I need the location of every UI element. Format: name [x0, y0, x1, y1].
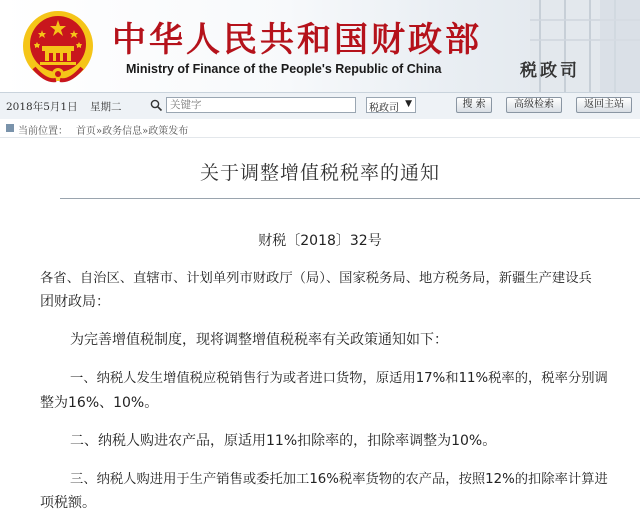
- back-to-main-site-button[interactable]: 返回主站: [576, 97, 632, 113]
- document-number: 财税〔2018〕32号: [258, 233, 382, 249]
- item-1-line-1: 一、纳税人发生增值税应税销售行为或者进口货物，原适用17%和11%税率的，税率分别调: [70, 371, 608, 386]
- site-title-cn: 中华人民共和国财政部: [112, 20, 482, 60]
- department-label: 税政司: [520, 61, 580, 81]
- toolbar: [0, 92, 640, 120]
- item-3-line-1: 三、纳税人购进用于生产销售或委托加工16%税率货物的农产品，按照12%的扣除率计算进: [70, 472, 608, 487]
- current-date: 2018年5月1日: [6, 101, 78, 113]
- recipients-line-1: 各省、自治区、直辖市、计划单列市财政厅（局）、国家税务局、地方税务局，新疆生产建设兵: [40, 271, 592, 286]
- title-divider: [60, 198, 640, 199]
- department-select-value: 税政司: [369, 103, 399, 114]
- search-input[interactable]: [166, 97, 356, 113]
- site-header: [0, 0, 640, 92]
- search-icon: [150, 99, 163, 112]
- chevron-down-icon: ▼: [405, 99, 412, 109]
- department-select[interactable]: [366, 97, 416, 113]
- item-2: 二、纳税人购进农产品，原适用11%扣除率的，扣除率调整为10%。: [70, 433, 497, 449]
- intro-paragraph: 为完善增值税制度，现将调整增值税税率有关政策通知如下：: [70, 332, 448, 348]
- national-emblem-icon: [20, 8, 96, 88]
- current-weekday: 星期二: [90, 101, 122, 113]
- recipients-line-2: 团财政局：: [40, 294, 110, 310]
- article-title: 关于调整增值税税率的通知: [199, 162, 440, 184]
- item-3-line-2: 项税额。: [40, 495, 96, 511]
- breadcrumb-path[interactable]: 首页»政务信息»政策发布: [76, 126, 189, 137]
- breadcrumb: [0, 119, 640, 138]
- advanced-search-button[interactable]: 高级检索: [506, 97, 562, 113]
- breadcrumb-prefix: 当前位置：: [18, 126, 68, 137]
- search-button[interactable]: 搜 索: [456, 97, 492, 113]
- site-title-en: Ministry of Finance of the People's Republic of China: [126, 62, 442, 76]
- item-1-line-2: 整为16%、10%。: [40, 395, 159, 411]
- location-icon: [6, 124, 14, 132]
